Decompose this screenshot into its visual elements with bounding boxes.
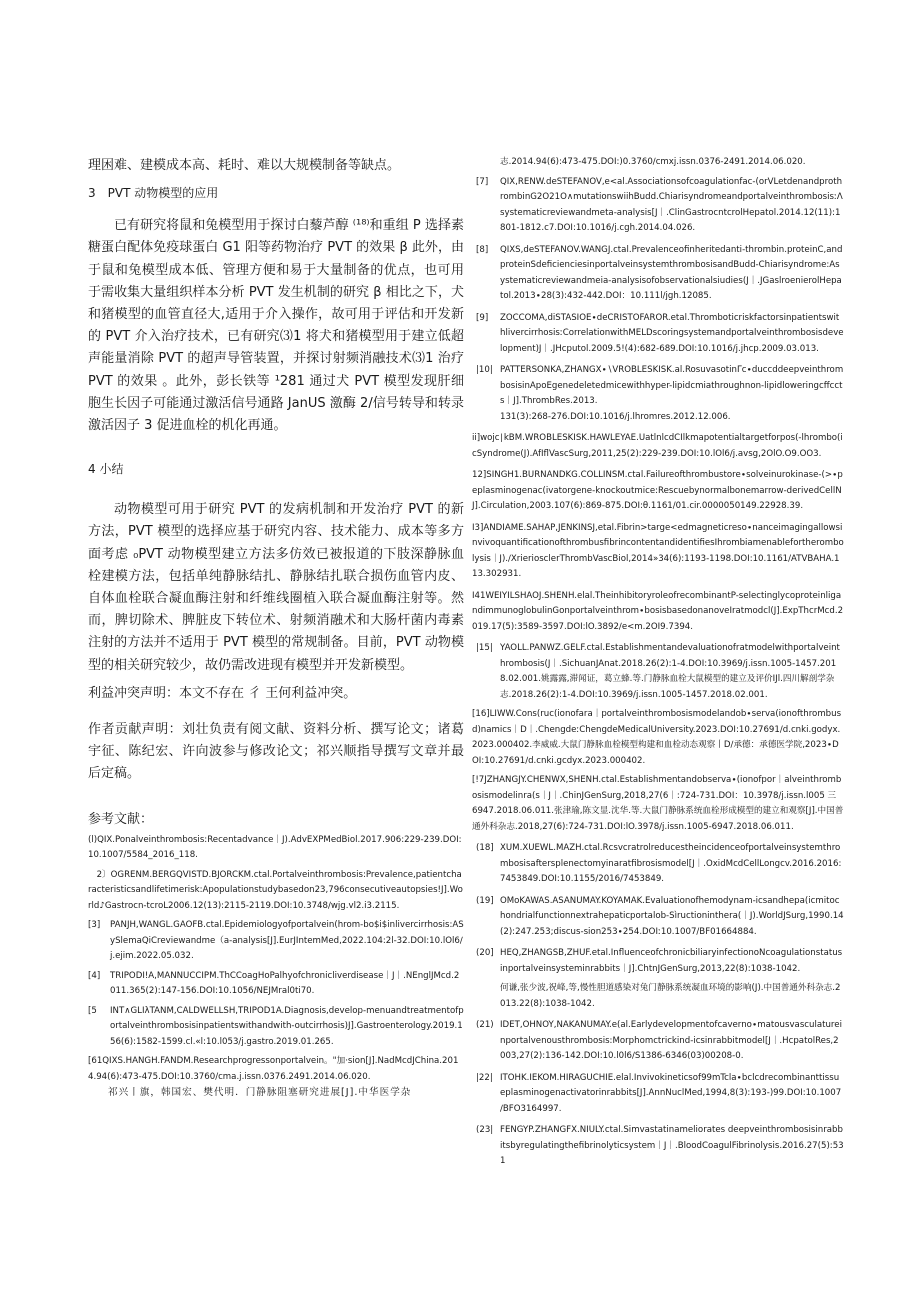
right-column xyxy=(472,155,844,1170)
section-4-heading: 4 小结 xyxy=(88,462,124,477)
reference-item: (23| FENGYP.ZHANGFX.NIULY.ctal.Simvastatinameliorates deepveinthrombosisinrabbitsbyregulatingthefibrinolyticsystem｜J｜.BloodCoagulFibrinolysis.2016.27(5):531 xyxy=(476,1125,844,1166)
reference-item: [3] PANJH,WANGL.GAOFB.ctal.Epidemiologyofportalvein(hrom-bo$i$inlivercirrhosis:ASySlemaQiCreviewandme（a-analysis[J].EurJIntemMed,2022.104:2l-32.DOI:10.lOl6∕j.ejim.2022.05.032. xyxy=(88,920,464,962)
reference-item: 祁兴丨旗，韩国宏、樊代明．门静脉阻塞研究进展[J].中华医学杂 xyxy=(108,1087,412,1099)
reference-item: [!7JZHANGJY.CHENWX,SHENH.ctal.Establishmentandobserva∙(ionofpor｜alveinthrombosismodelinra(s｜J｜.ChinJGenSurg,2018,27(6｜:724-731.DOI：10.3978/j.issn.l005 三 6947.2018.06.011.张津瑜,陈文显.沈华.等.大鼠门静脉系统血栓形成模型的建立和观察[J].中国普通外科杂志.2018,27(6):724-731.DOI:lO.3978∕j.issn.1005-6947.2018.06.011. xyxy=(472,775,844,832)
reference-item: ii]wojc∣kBM.WROBLESKISK.HAWLEYAE.UatlnlcdCIlkmapotentialtargetforpos(-lhrombo(icSyndrome(J).AfIflVascSurg,2011,25(2):229-239.DOI:10.lOl6∕j.avsg,2OlO.O9.OO3. xyxy=(472,433,843,459)
reference-continuation: 志.2014.94(6):473-475.DOI:)0.3760∕cmxj.issn.0376-2491.2014.06.020. xyxy=(500,157,806,167)
reference-item: [8] QIXS,deSTEFANOV.WANGJ.ctal.Prevalenceofinheritedanti-thrombin.proteinC,andproteinSdeficienciesinportalveinsystemthrombosisandBudd-Chiarisyndrome:Asystematicreviewandmeia-analysisofobservationalsiudies(J｜.JGaslroenierolHepatol.2013∙28(3):432-442.DOI：10.111l∕jgh.12085. xyxy=(476,244,843,301)
reference-item: [4] TRIPODI!A,MANNUCCIPM.ThCCoagHoPalhyofchronicliverdisease｜J｜.NEnglJMcd.2011.365(2):147-156.DOI:10.1056/NEJMral0ti70. xyxy=(88,970,460,997)
reference-item: (20] HEQ,ZHANGSB,ZHUF.etal.InfluenceofchronicbiliaryinfectionoNcoagulationstatusinportalveinsysteminrabbits｜J].ChtnJGenSurg,2013,22(8):1038-1042. xyxy=(476,948,843,974)
reference-item: I41WEIYILSHAOJ.SHENH.elal.TheinhibitoryroleofrecombinantP-selectinglycoproteinligandimmunoglobulinGonportalveinthrom∙bosisbasedonanoveIratmodcl(J].ExpThcrMcd.2019.17(5):3589-3597.DOI:lO.3892∕e<m.2OI9.7394. xyxy=(472,590,844,632)
right-reference-list xyxy=(472,175,844,1170)
reference-item: (21) IDET,OHNOY,NAKANUMAY.e(al.Earlydevelopmentofcaverno∙matousvasculatureinportalvenousthrombosis:Morphomctrickind-icsinrabbitmodel[J｜.HcpatolRes,2003,27(2):136-142.DOI:10.l0l6∕S1386-6346(03)00208-0. xyxy=(476,1020,842,1061)
reference-item: 何谦,张少波,祝峰,等,慢性胆道感染对兔门静脉系统凝血环境的影响(J).中国普通外科杂志.2013.22(8):1038-1042. xyxy=(500,983,841,1009)
reference-item: (l)QIX.Ponalveinthrombosis:Recentadvance｜J).AdvEXPMedBiol.2017.906:229-239.DOI:10.1007/5584_2016_118. xyxy=(88,834,462,861)
section-3-paragraph: 已有研究将鼠和兔模型用于探讨白藜芦醇 ⁽¹⁸⁾和重组 P 选择素糖蛋白配体免疫球蛋白 G1 阳等药物治疗 PVT 的效果 β 此外，由于鼠和兔模型成本低、管理方便和易于大量制备的优点，也可用于需收集大量组织样本分析 PVT 发生机制的研究 β 相比之下，犬和猪模型的血管直径大,适用于介入操作，故可用于评估和开发新的 PVT 介入治疗技术，已有研究⑶1 将犬和猪模型用于建立低超声能量消除 PVT 的超声导管装置，并探讨射频消融技术⑶1 治疗 PVT 的效果 。此外，彭长铁等 ¹281 通过犬 PVT 模型发现肝细胞生长因子可能通过激活信号通路 JanUS 激酶 2/信号转导和转录激活因子 3 促进血栓的机化再通。 xyxy=(88,218,464,434)
reference-item: |15| YAOLL.PANWZ.GELF.ctal.Establishmentandevaluationofratmodelwithportalveinthrombosis(J｜.SichuanJAnat.2018.26(2):1-4.DOI:10.3969/j.issn.1005-1457.2018.02.001.姚露露,滞闻证，葛立蜂.等.门静脉血栓大鼠模型的建立及评价IJl.四川解剖学杂志.2018.26(2):1-4.DOI:10.3969/j.issn.1005-1457.2018.02.001. xyxy=(476,643,840,700)
reference-item: [61QIXS.HANGH.FANDM.Researchprogressonportalvein。"加·sion[J].NadMcdJChina.2014.94(6):473-475.DOI:10.3760/cma.j.issn.0376.2491.2014.06.020. xyxy=(88,1056,459,1082)
intro-text: 理困难、建模成本高、耗时、难以大规模制备等缺点。 xyxy=(88,158,401,173)
reference-item: 2〕OGRENM.BERGQVISTD.BJORCKM.ctal.Portalveinthrombosis:Prevalence,patientcharacteristicsandlifetimerisk:Apopulationstudybasedon23,796consecutiveautopsies!J].World♪Gastrocn-tcroL2006.12(13):2115-2119.DOI:10.3748∕wjg.vl2.i3.2115. xyxy=(88,869,463,911)
reference-item: 131(3):268-276.DOI:10.1016/j.lhromres.2012.12.006. xyxy=(500,411,731,422)
reference-item: [16]LIWW.Cons(ruc(ionofara｜portalveinthrombosismodelandob∙serva(ionofthrombusd)namics｜D｜.ChengdeːChengdeMedicalUniversity.2023.DOI:10.27691/d.cnki.godyx.2023.000402.李威威.大鼠门静脉血栓模型构建和血栓动态观察丨D∕承德：承德医学院,2023∙DOI:10.27691∕d.cnki.gcdyx.2023.000402. xyxy=(472,709,842,766)
reference-item: |10| PATTERSONKA,ZHANGX∙∖VROBLESKISK.al.RosuvasotinΓc∙duccddeepveinthrombosisinApoEgenedeletedmicewithhyper-lipidcmiathroughnon-lipidloweringcffccts｜J].ThrombRes.2013. xyxy=(476,365,844,406)
contribution-statement: 作者贡献声明：刘壮负责有阅文献、资料分析、撰写论文；诸葛宇征、陈纪宏、许向波参与修改论文；祁兴顺指导撰写文章并最后定稿。 xyxy=(88,722,464,782)
reference-item: (18] XUM.XUEWL.MAZH.ctal.Rcsvcratrolreducestheincidenceofportalveinsystemthrombosisaftersplenectomyinaratfibrosismodel[J｜.OxidMcdCellLongcv.2016.2016:7453849.DOI:10.1155/2016/7453849. xyxy=(476,843,842,884)
reference-item: [7] QIX,RENW.deSTEFANOV,e<al.Associationsofcoagulationfac-(orVLetdenandprothrombinG2O21O∧mutationswiihBudd.ChiarisyndromeandportalveinthrombosisːΛsystematicreviewandmeta-analysis[J｜.ClinGastrocntcrolHepatol.2014.12(11):1801-1812.c7.DOI:10.1016/j.cgh.2014.04.026. xyxy=(476,176,843,233)
section-3-heading: 3 PVT 动物模型的应用 xyxy=(88,186,219,201)
reference-item: 12]SINGH1.BURNANDKG.COLLINSM.ctal.Failureofthrombustore∙solveinurokinase-(>∙peplasminogenac(ivatorgene-knockoutmice:Rescuebynormalbonemarrow-derivedCellNJ].Circulation,2003.107(6):869-875.DOI:θ.1161/01.cir.0000050149.22928.39. xyxy=(472,470,843,511)
reference-item: I3]ANDIAME.SAHAP,JENKINSJ,etal.Fibrin>targe<edmagneticreso∙nanceimagingallowsinvivoquantificationofthrombusfibrincontentandidentifiesIhrombiamenablefortherombolysis｜J).∕XrieriosclerThrombVascBiol,2014»34(6):1193-1198.DOI:10.1161/ATVBAHA.113.302931. xyxy=(472,522,844,579)
reference-item: [5 INT∧GLIλTANM,CALDWELLSH,TRIPOD1A.Diagnosis,develop-menuandtreatmentofportalveinthrombosisinpatientswithandwith-outcirrhosis)J].Gastroenterology.2019.156(6):1582-1599.cl.«l:10.l053/j.gastro.2019.01.265. xyxy=(88,1005,464,1047)
reference-item: [9] ZOCCOMA,diSTASIOE∙deCRISTOFAROR.etal.ThromboticriskfactorsinpatientswithlivercirrhosisːCorrelationwithMELDscoringsystemandportalveinthrombosisdevelopment)J｜.JHcputol.2009.5!(4):682-689.DOI:10.1016/j.jhcp.2009.03.013. xyxy=(476,312,844,354)
left-column xyxy=(88,155,464,1101)
reference-item: |22| ITOHK.IEKOM.HIRAGUCHIE.elal.Invivokineticsof99mTcla∙bclcdrecombinanttissueplasminogenactivatorinrabbits[J].AnnNuclMed,1994,8(3):193-)99.DOI:10.1007∕BFO3164997. xyxy=(476,1072,842,1114)
conflict-statement: 利益冲突声明：本文不存在 彳 王何利益冲突。 xyxy=(88,685,357,701)
references-title: 参考文献： xyxy=(88,811,154,827)
section-4-paragraph: 动物模型可用于研究 PVT 的发病机制和开发治疗 PVT 的新方法，PVT 模型的选择应基于研究内容、技术能力、成本等多方面考虑 ₀PVT 动物模型建立方法多仿效已被报道的下肢深静脉血栓建模方法，包括单纯静脉结扎、静脉结扎联合损伤血管内皮、自体血栓联合凝血酶注射和纤维线圈植入联合凝血酶注射等。然而，脾切除术、脾脏皮下转位术、射频消融术和大肠杆菌内毒素注射的方法并不适用于 PVT 模型的常规制备。目前，PVT 动物模型的相关研究较少，故仍需改进现有模型并开发新模型。 xyxy=(88,502,464,673)
left-reference-list xyxy=(88,833,464,1101)
reference-item: (19] OMoKAWAS.ASANUMAY.KOYAMAK.Evaluationofhemodynam-icsandhepa(icmitochondrialfunctionnextrahepaticportalob-Sìructioninthera(｜J).WorldJSurg,1990.14(2):247.253;discus-sion253∙254.DOIː10.1007/BF01664884. xyxy=(476,895,844,937)
